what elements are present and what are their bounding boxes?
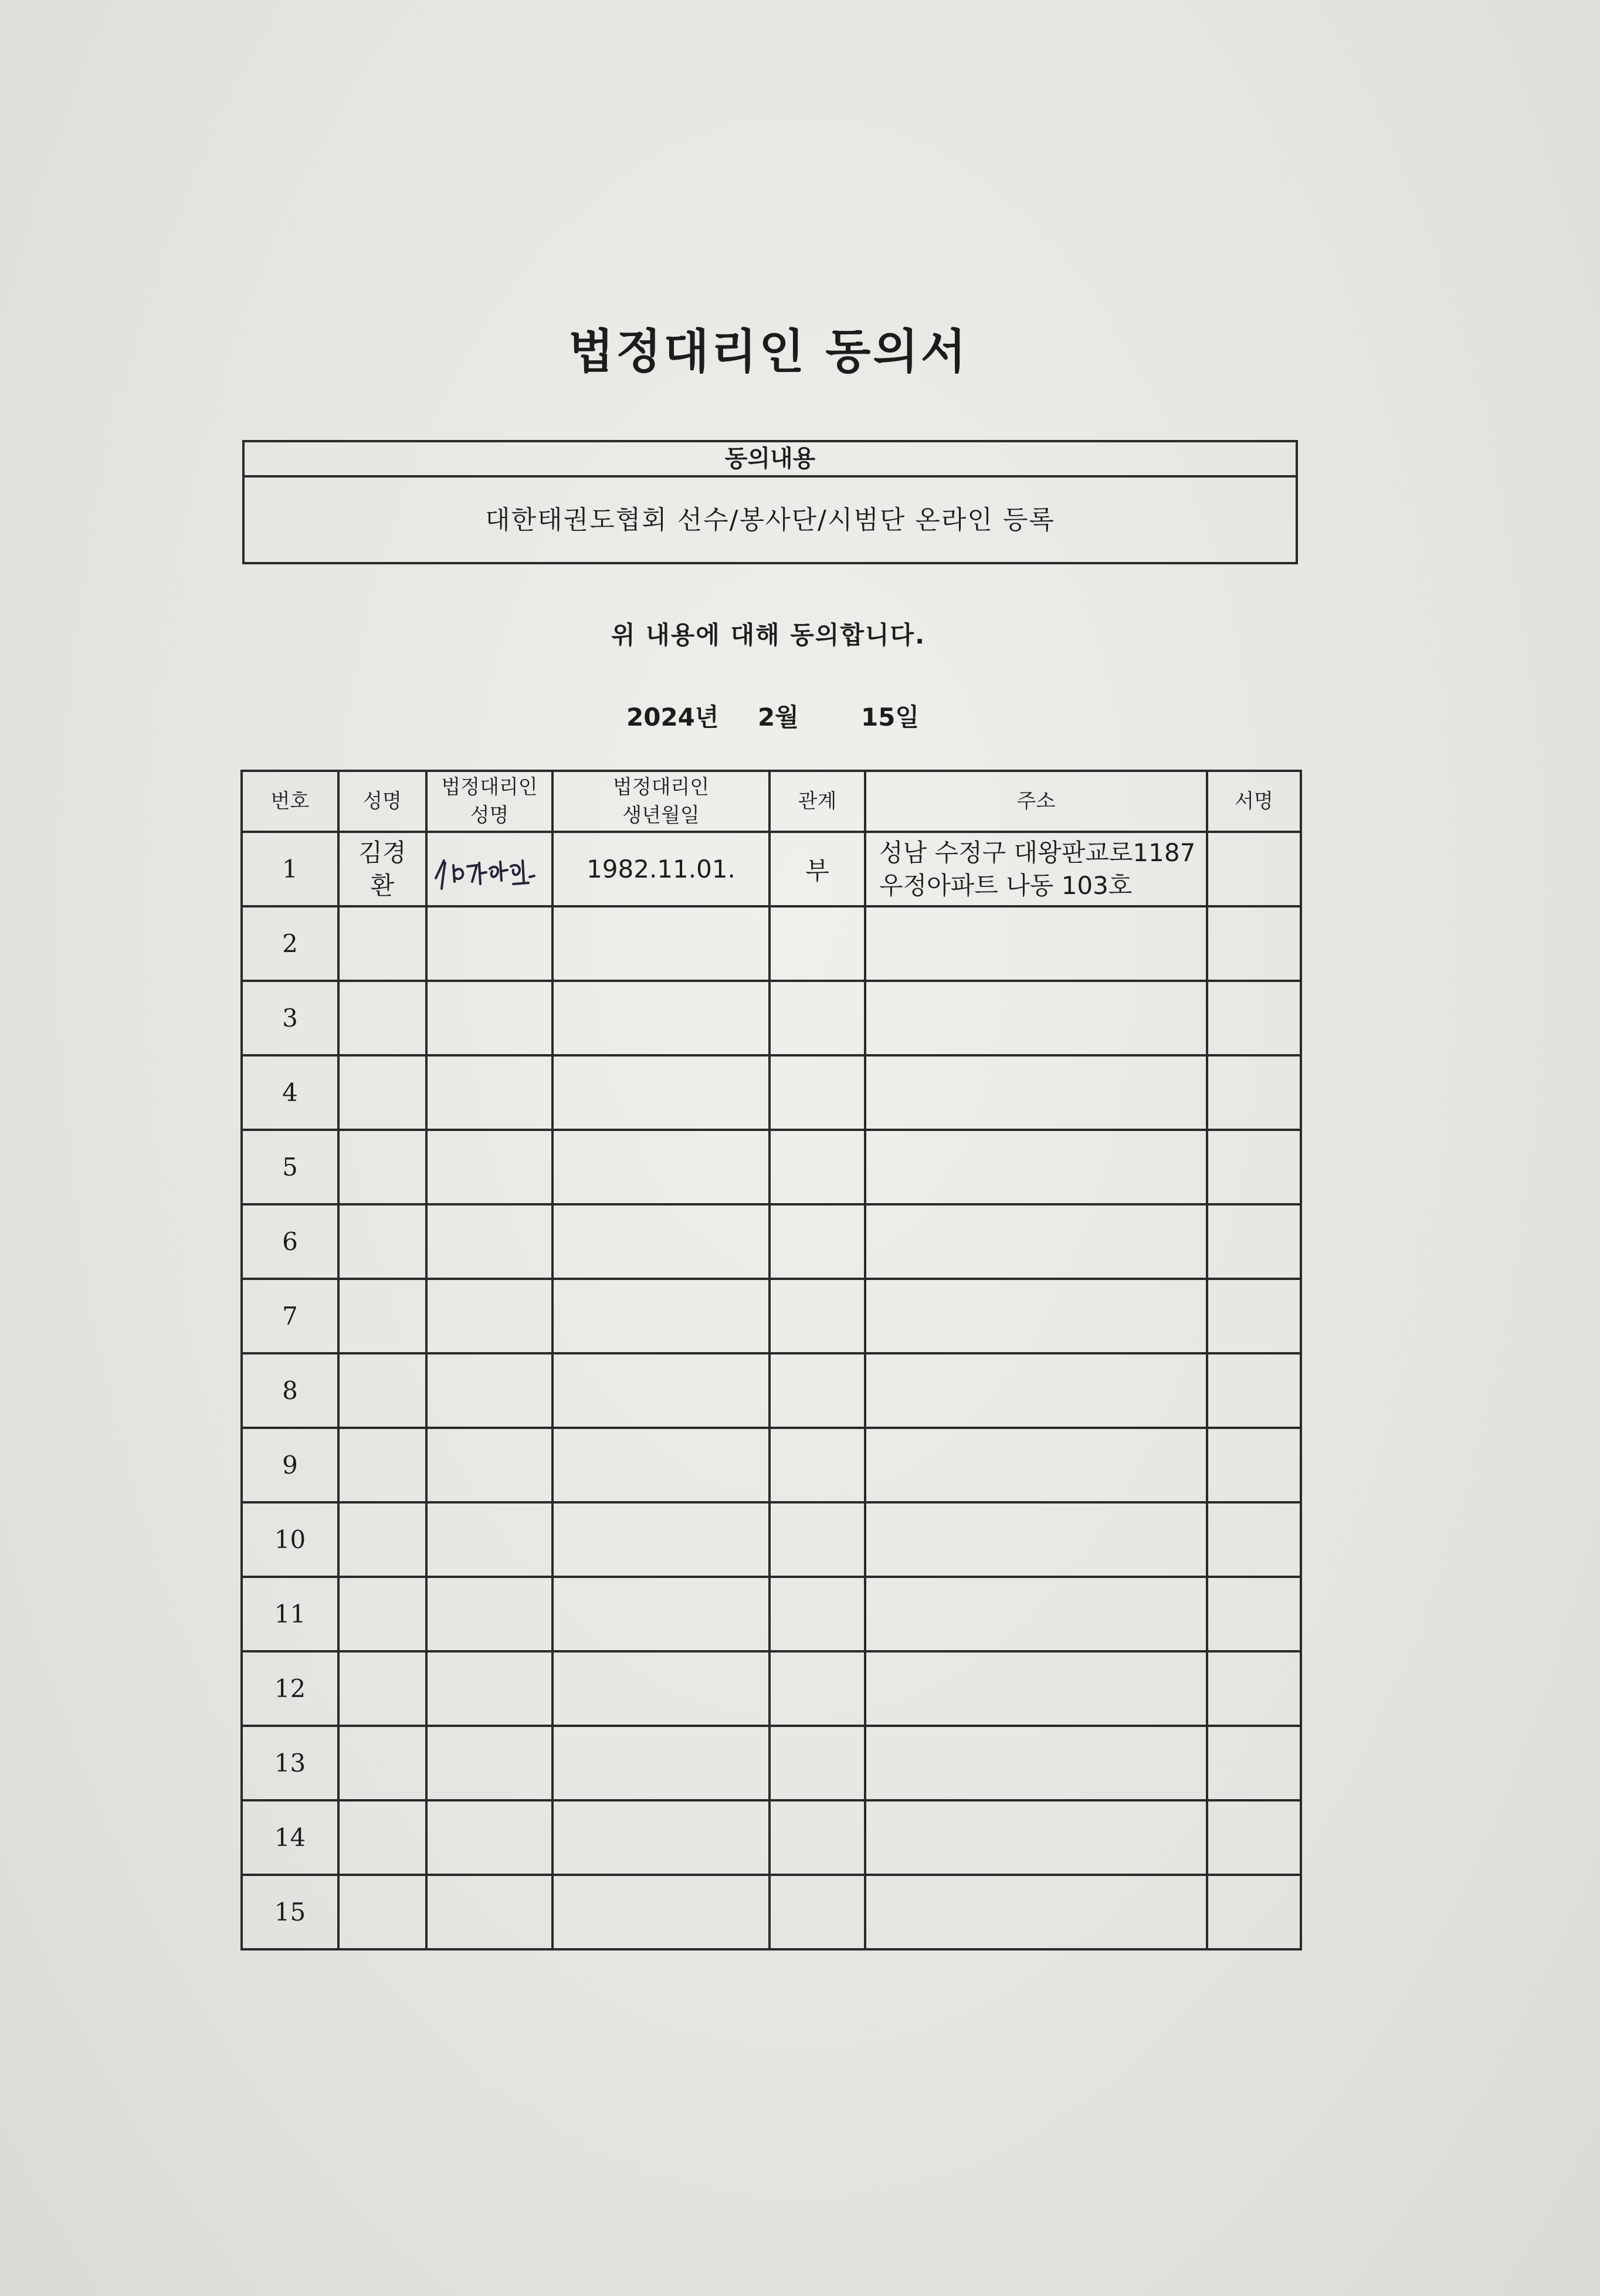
row-signature (1207, 1279, 1301, 1353)
table-row (242, 1651, 1301, 1726)
row-relation (770, 1428, 865, 1502)
row-signature (1207, 1130, 1301, 1204)
header-no: 번호 (242, 771, 338, 832)
row-relation (770, 1055, 865, 1130)
row-signature (1207, 1353, 1301, 1428)
table-row (242, 1130, 1301, 1204)
date-day: 15일 (861, 703, 920, 732)
row-name (338, 1428, 426, 1502)
row-dob (552, 981, 770, 1055)
row-relation (770, 1204, 865, 1279)
row-name (338, 906, 426, 981)
row-guardian-signature (426, 1130, 552, 1204)
row-signature (1207, 832, 1301, 906)
row-dob: 1982.11.01. (552, 832, 770, 906)
row-dob (552, 1800, 770, 1875)
row-relation (770, 1502, 865, 1577)
guardian-table (240, 770, 1302, 1950)
row-signature (1207, 1204, 1301, 1279)
row-relation (770, 1353, 865, 1428)
row-relation (770, 1130, 865, 1204)
row-number: 9 (242, 1428, 338, 1502)
row-name (338, 1279, 426, 1353)
row-name (338, 1204, 426, 1279)
row-address (865, 1651, 1207, 1726)
row-number: 1 (242, 832, 338, 906)
row-number: 12 (242, 1651, 338, 1726)
document-title: 법정대리인 동의서 (568, 324, 969, 379)
row-number: 14 (242, 1800, 338, 1875)
row-relation (770, 1651, 865, 1726)
header-guardian-dob (552, 771, 770, 832)
row-relation: 부 (770, 832, 865, 906)
row-address-line2: 우정아파트 나동 103호 (879, 871, 1133, 900)
agreement-text: 위 내용에 대해 동의합니다. (611, 621, 926, 649)
table-row (242, 1279, 1301, 1353)
row-address (865, 1130, 1207, 1204)
row-guardian-signature (426, 832, 552, 906)
row-signature (1207, 981, 1301, 1055)
row-signature (1207, 1800, 1301, 1875)
row-name (338, 1353, 426, 1428)
row-name-line1: 김경 (358, 838, 406, 867)
table-row (242, 906, 1301, 981)
row-dob (552, 1428, 770, 1502)
row-relation (770, 1577, 865, 1651)
row-address (865, 906, 1207, 981)
row-dob (552, 1577, 770, 1651)
consent-header: 동의내용 (245, 442, 1296, 478)
row-address (865, 1502, 1207, 1577)
handwritten-signature-icon (431, 843, 548, 896)
row-relation (770, 1726, 865, 1800)
date-year: 2024년 (626, 703, 719, 732)
row-number: 7 (242, 1279, 338, 1353)
row-number: 2 (242, 906, 338, 981)
row-address (865, 1726, 1207, 1800)
row-signature (1207, 1577, 1301, 1651)
table-row (242, 832, 1301, 906)
row-number: 5 (242, 1130, 338, 1204)
row-name (338, 981, 426, 1055)
table-row (242, 1055, 1301, 1130)
row-signature (1207, 1651, 1301, 1726)
row-name (338, 1502, 426, 1577)
row-guardian-signature (426, 981, 552, 1055)
row-dob (552, 1279, 770, 1353)
table-row (242, 1502, 1301, 1577)
row-name (338, 1875, 426, 1949)
row-number: 6 (242, 1204, 338, 1279)
row-name-line2: 환 (370, 871, 395, 900)
row-number: 10 (242, 1502, 338, 1577)
row-number: 4 (242, 1055, 338, 1130)
row-guardian-signature (426, 1204, 552, 1279)
row-guardian-signature (426, 1428, 552, 1502)
row-guardian-signature (426, 1577, 552, 1651)
row-name (338, 1726, 426, 1800)
row-relation (770, 1279, 865, 1353)
table-header-row (242, 771, 1301, 832)
table-row (242, 1577, 1301, 1651)
row-dob (552, 1353, 770, 1428)
row-number: 13 (242, 1726, 338, 1800)
row-address-line1: 성남 수정구 대왕판교로1187 (879, 838, 1196, 867)
table-row (242, 1800, 1301, 1875)
row-guardian-signature (426, 1726, 552, 1800)
row-relation (770, 1800, 865, 1875)
table-row (242, 1204, 1301, 1279)
header-guardian-dob-line2: 생년월일 (622, 804, 700, 827)
row-guardian-signature (426, 1502, 552, 1577)
header-guardian-name-line2: 성명 (470, 804, 509, 827)
header-relation: 관계 (770, 771, 865, 832)
row-signature (1207, 1502, 1301, 1577)
row-name (338, 1651, 426, 1726)
row-dob (552, 1726, 770, 1800)
row-address (865, 1428, 1207, 1502)
row-dob (552, 1055, 770, 1130)
header-signature: 서명 (1207, 771, 1301, 832)
row-number: 3 (242, 981, 338, 1055)
row-name (338, 832, 426, 906)
row-dob (552, 1502, 770, 1577)
row-dob (552, 1875, 770, 1949)
row-number: 11 (242, 1577, 338, 1651)
row-name (338, 1800, 426, 1875)
row-guardian-signature (426, 1651, 552, 1726)
table-row (242, 981, 1301, 1055)
row-guardian-signature (426, 1800, 552, 1875)
row-address (865, 1055, 1207, 1130)
consent-box (242, 440, 1298, 564)
row-guardian-signature (426, 1279, 552, 1353)
row-signature (1207, 1055, 1301, 1130)
row-dob (552, 1204, 770, 1279)
row-name (338, 1055, 426, 1130)
date-month: 2월 (758, 703, 799, 732)
row-signature (1207, 1428, 1301, 1502)
row-number: 8 (242, 1353, 338, 1428)
row-signature (1207, 906, 1301, 981)
row-name (338, 1577, 426, 1651)
row-address (865, 1204, 1207, 1279)
table-row (242, 1428, 1301, 1502)
row-address (865, 1353, 1207, 1428)
row-guardian-signature (426, 1055, 552, 1130)
row-address (865, 1800, 1207, 1875)
row-dob (552, 1130, 770, 1204)
row-signature (1207, 1726, 1301, 1800)
table-row (242, 1726, 1301, 1800)
row-guardian-signature (426, 1353, 552, 1428)
row-guardian-signature (426, 1875, 552, 1949)
row-address (865, 832, 1207, 906)
header-address: 주소 (865, 771, 1207, 832)
header-guardian-dob-line1: 법정대리인 (612, 776, 710, 799)
row-signature (1207, 1875, 1301, 1949)
row-relation (770, 981, 865, 1055)
header-guardian-name (426, 771, 552, 832)
consent-content: 대한태권도협회 선수/봉사단/시범단 온라인 등록 (485, 505, 1055, 535)
row-relation (770, 1875, 865, 1949)
row-guardian-signature (426, 906, 552, 981)
row-address (865, 1577, 1207, 1651)
row-address (865, 981, 1207, 1055)
row-name (338, 1130, 426, 1204)
row-address (865, 1875, 1207, 1949)
header-name: 성명 (338, 771, 426, 832)
row-relation (770, 906, 865, 981)
table-row (242, 1875, 1301, 1949)
row-dob (552, 1651, 770, 1726)
row-dob (552, 906, 770, 981)
table-row (242, 1353, 1301, 1428)
row-number: 15 (242, 1875, 338, 1949)
header-guardian-name-line1: 법정대리인 (441, 776, 538, 799)
row-address (865, 1279, 1207, 1353)
